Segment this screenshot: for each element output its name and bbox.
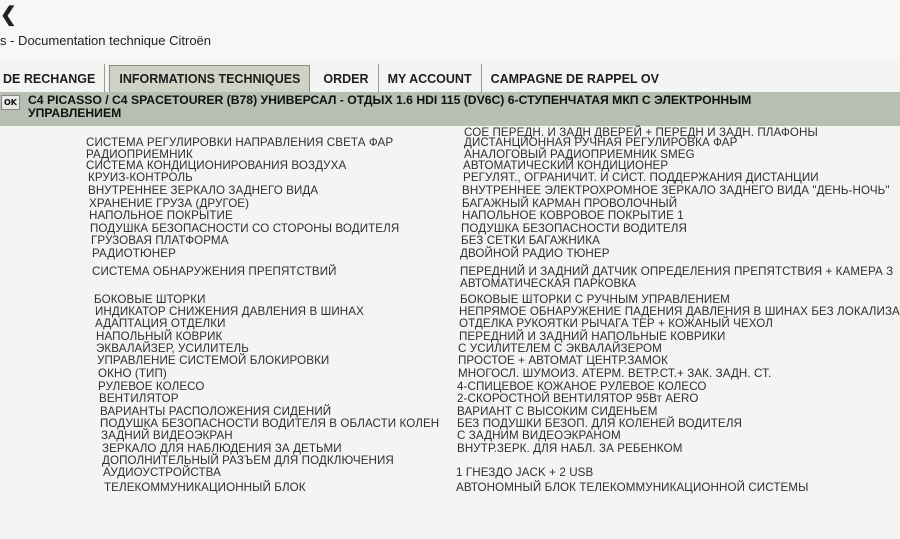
option-label: СИСТЕМА КОНДИЦИОНИРОВАНИЯ ВОЗДУХА bbox=[86, 159, 347, 172]
option-label: УПРАВЛЕНИЕ СИСТЕМОЙ БЛОКИРОВКИ bbox=[97, 354, 330, 367]
option-row bbox=[0, 317, 900, 331]
option-value: БЕЗ ПОДУШКИ БЕЗОП. ДЛЯ КОЛЕНЕЙ ВОДИТЕЛЯ bbox=[457, 417, 742, 430]
tab-campagne-de-rappel[interactable]: CAMPAGNE DE RAPPEL OV bbox=[490, 72, 659, 86]
option-value: ДИСТАНЦИОННАЯ РУЧНАЯ РЕГУЛИРОВКА ФАР bbox=[464, 136, 738, 149]
option-row bbox=[0, 209, 900, 223]
option-label: ОКНО (ТИП) bbox=[98, 367, 167, 380]
option-value: ПРОСТОЕ + АВТОМАТ ЦЕНТР.ЗАМОК bbox=[458, 354, 668, 367]
option-value: БОКОВЫЕ ШТОРКИ С РУЧНЫМ УПРАВЛЕНИЕМ bbox=[460, 293, 730, 306]
option-value: МНОГОСЛ. ШУМОИЗ. АТЕРМ. ВЕТР.СТ.+ ЗАК. ЗАДН. СТ. bbox=[458, 367, 772, 380]
option-label: ЗАДНИЙ ВИДЕОЭКРАН bbox=[101, 429, 233, 442]
option-value: АВТОНОМНЫЙ БЛОК ТЕЛЕКОММУНИКАЦИОННОЙ СИСТЕМЫ bbox=[456, 481, 809, 494]
option-label: ЗЕРКАЛО ДЛЯ НАБЛЮДЕНИЯ ЗА ДЕТЬМИ bbox=[102, 442, 342, 455]
option-value: ОТДЕЛКА РУКОЯТКИ РЫЧАГА ТЕР + КОЖАНЫЙ ЧЕХОЛ bbox=[459, 317, 773, 330]
option-row bbox=[0, 354, 900, 368]
option-row bbox=[0, 184, 900, 198]
option-row bbox=[0, 277, 900, 291]
vehicle-options-list bbox=[0, 124, 900, 539]
option-label: РУЛЕВОЕ КОЛЕСО bbox=[98, 380, 205, 393]
option-label: РАДИОТЮНЕР bbox=[92, 247, 176, 260]
tab-order[interactable]: ORDER bbox=[314, 64, 378, 94]
option-value: БАГАЖНЫЙ КАРМАН ПРОВОЛОЧНЫЙ bbox=[462, 197, 678, 210]
option-row bbox=[0, 429, 900, 443]
option-label: АДАПТАЦИЯ ОТДЕЛКИ bbox=[95, 317, 226, 330]
option-value: ВАРИАНТ С ВЫСОКИМ СИДЕНЬЕМ bbox=[457, 405, 658, 418]
option-value: ВНУТРЕННЕЕ ЭЛЕКТРОХРОМНОЕ ЗЕРКАЛО ЗАДНЕГО ВИДА "ДЕНЬ-НОЧЬ" bbox=[462, 184, 890, 197]
option-value: С УСИЛИТЕЛЕМ С ЭКВАЛАЙЗЕРОМ bbox=[458, 342, 662, 355]
back-chevron-icon[interactable]: ❮ bbox=[0, 4, 17, 26]
tab-my-account[interactable]: MY ACCOUNT bbox=[379, 64, 482, 94]
option-label: ВНУТРЕННЕЕ ЗЕРКАЛО ЗАДНЕГО ВИДА bbox=[88, 184, 319, 197]
tab-de-rechange[interactable]: DE RECHANGE bbox=[0, 64, 105, 94]
option-label: КРУИЗ-КОНТРОЛЬ bbox=[88, 171, 193, 184]
tab-informations-techniques[interactable]: INFORMATIONS TECHNIQUES bbox=[109, 65, 310, 93]
option-row bbox=[0, 367, 900, 381]
option-label: ХРАНЕНИЕ ГРУЗА (ДРУГОЕ) bbox=[89, 197, 250, 210]
vehicle-description-line2: УПРАВЛЕНИЕМ bbox=[28, 106, 122, 120]
option-label: РАДИОПРИЕМНИК bbox=[86, 148, 193, 161]
option-label: СИСТЕМА РЕГУЛИРОВКИ НАПРАВЛЕНИЯ СВЕТА ФАР bbox=[86, 136, 394, 149]
vehicle-header bbox=[0, 92, 900, 126]
option-label: БОКОВЫЕ ШТОРКИ bbox=[94, 293, 206, 306]
option-value: 1 ГНЕЗДО JACK + 2 USB bbox=[456, 466, 594, 479]
vehicle-description bbox=[28, 94, 888, 120]
option-value: 4-СПИЦЕВОЕ КОЖАНОЕ РУЛЕВОЕ КОЛЕСО bbox=[457, 380, 707, 393]
option-value: 2-СКОРОСТНОЙ ВЕНТИЛЯТОР 95Вт AERO bbox=[457, 392, 699, 405]
option-label: ТЕЛЕКОММУНИКАЦИОННЫЙ БЛОК bbox=[104, 481, 306, 494]
option-row bbox=[0, 234, 900, 248]
ok-button[interactable]: OK bbox=[1, 95, 20, 110]
option-value: БЕЗ СЕТКИ БАГАЖНИКА bbox=[461, 234, 600, 247]
option-label: ИНДИКАТОР СНИЖЕНИЯ ДАВЛЕНИЯ В ШИНАХ bbox=[95, 305, 364, 318]
option-label: ДОПОЛНИТЕЛЬНЫЙ РАЗЪЕМ ДЛЯ ПОДКЛЮЧЕНИЯ bbox=[102, 454, 394, 467]
option-row bbox=[0, 171, 900, 185]
option-value: ПЕРЕДНИЙ И ЗАДНИЙ НАПОЛЬНЫЕ КОВРИКИ bbox=[459, 330, 726, 343]
option-label: ЭКВАЛАЙЗЕР, УСИЛИТЕЛЬ bbox=[96, 342, 249, 355]
option-value: НАПОЛЬНОЕ КОВРОВОЕ ПОКРЫТИЕ 1 bbox=[462, 209, 684, 222]
option-row bbox=[0, 392, 900, 406]
option-label: НАПОЛЬНЫЙ КОВРИК bbox=[96, 330, 223, 343]
option-value: АВТОМАТИЧЕСКИЙ КОНДИЦИОНЕР bbox=[463, 159, 669, 172]
window-title: s - Documentation technique Citroën bbox=[0, 33, 212, 48]
option-value: АВТОМАТИЧЕСКАЯ ПАРКОВКА bbox=[460, 277, 637, 290]
option-value: АНАЛОГОВЫЙ РАДИОПРИЕМНИК SMEG bbox=[464, 148, 695, 161]
option-row bbox=[0, 481, 900, 495]
option-label: ВАРИАНТЫ РАСПОЛОЖЕНИЯ СИДЕНИЙ bbox=[100, 405, 332, 418]
option-value: ВНУТР.ЗЕРК. ДЛЯ НАБЛ. ЗА РЕБЕНКОМ bbox=[457, 442, 683, 455]
option-value: ПЕРЕДНИЙ И ЗАДНИЙ ДАТЧИК ОПРЕДЕЛЕНИЯ ПРЕПЯТСТВИЯ + КАМЕРА З bbox=[460, 265, 894, 278]
vehicle-description-line1: C4 PICASSO / C4 SPACETOURER (B78) УНИВЕРСАЛ - ОТДЫХ 1.6 HDI 115 (DV6C) 6-СТУПЕНЧАТАЯ МКП С ЭЛЕКТРОННЫМ bbox=[28, 93, 752, 107]
option-value: НЕПРЯМОЕ ОБНАРУЖЕНИЕ ПАДЕНИЯ ДАВЛЕНИЯ В ШИНАХ БЕЗ ЛОКАЛИЗА bbox=[459, 305, 900, 318]
option-label: НАПОЛЬНОЕ ПОКРЫТИЕ bbox=[89, 209, 233, 222]
option-value: ДВОЙНОЙ РАДИО ТЮНЕР bbox=[460, 247, 610, 260]
option-row bbox=[0, 247, 900, 261]
option-label: ПОДУШКА БЕЗОПАСНОСТИ ВОДИТЕЛЯ В ОБЛАСТИ КОЛЕН bbox=[100, 417, 440, 430]
option-value: ПОДУШКА БЕЗОПАСНОСТИ ВОДИТЕЛЯ bbox=[461, 222, 687, 235]
window-titlebar bbox=[0, 0, 900, 60]
option-label: ГРУЗОВАЯ ПЛАТФОРМА bbox=[91, 234, 229, 247]
main-tab-bar bbox=[0, 64, 900, 95]
option-row bbox=[0, 466, 900, 480]
option-value: РЕГУЛЯТ., ОГРАНИЧИТ. И СИСТ. ПОДДЕРЖАНИЯ ДИСТАНЦИИ bbox=[463, 171, 819, 184]
option-label: ВЕНТИЛЯТОР bbox=[99, 392, 179, 405]
option-label: АУДИОУСТРОЙСТВА bbox=[103, 466, 221, 479]
option-value: С ЗАДНИМ ВИДЕОЭКРАНОМ bbox=[457, 429, 621, 442]
option-label: ПОДУШКА БЕЗОПАСНОСТИ СО СТОРОНЫ ВОДИТЕЛЯ bbox=[90, 222, 400, 235]
option-label: СИСТЕМА ОБНАРУЖЕНИЯ ПРЕПЯТСТВИЙ bbox=[92, 265, 337, 278]
option-value: СОЕ ПЕРЕДН. И ЗАДН ДВЕРЕЙ + ПЕРЕДН И ЗАДН. ПЛАФОНЫ bbox=[464, 126, 818, 139]
